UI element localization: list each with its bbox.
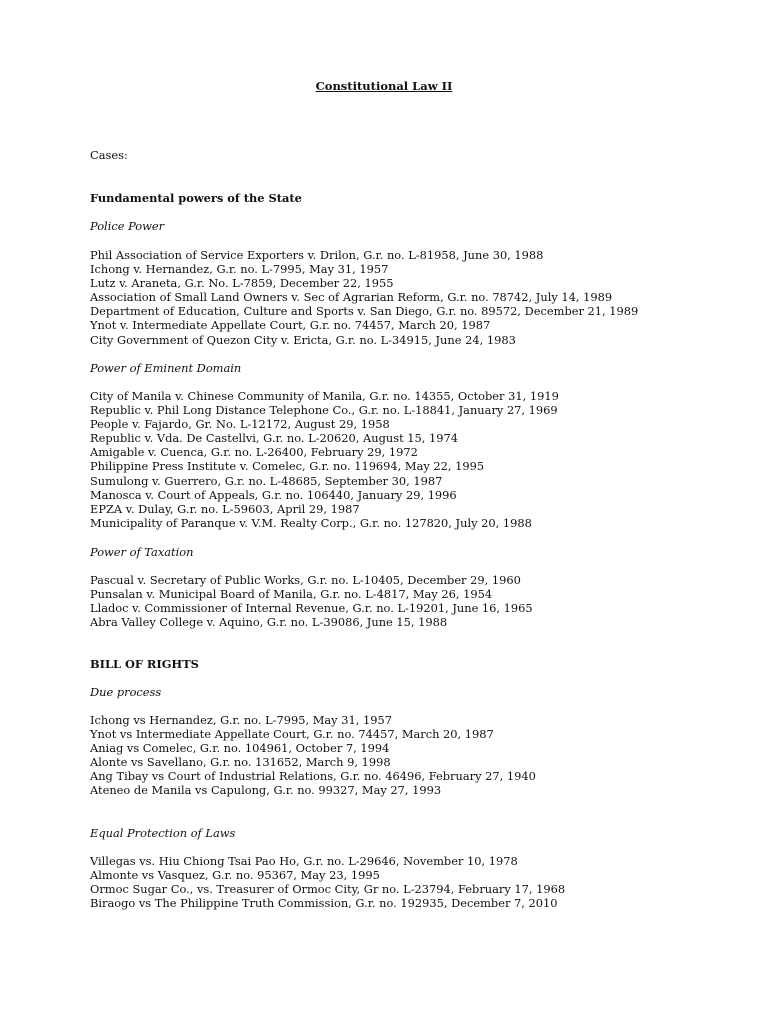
section-heading-fundamental-powers: Fundamental powers of the State: [90, 191, 302, 205]
case-item: Alonte vs Savellano, G.r. no. 131652, March 9, 1998: [90, 755, 391, 770]
case-item: Ichong vs Hernandez, G.r. no. L-7995, May 31, 1957: [90, 713, 392, 727]
subheading-police-power: Police Power: [90, 219, 165, 233]
case-item: Abra Valley College v. Aquino, G.r. no. L-39086, June 15, 1988: [90, 615, 448, 630]
section-heading-bill-of-rights: BILL OF RIGHTS: [90, 657, 199, 671]
case-item: Republic v. Phil Long Distance Telephone Co., G.r. no. L-18841, January 27, 1969: [90, 403, 558, 418]
case-item: City Government of Quezon City v. Ericta, G.r. no. L-34915, June 24, 1983: [90, 332, 516, 347]
subheading-taxation: Power of Taxation: [90, 545, 194, 559]
case-item: Manosca v. Court of Appeals, G.r. no. 106440, January 29, 1996: [90, 487, 457, 502]
case-item: Ateneo de Manila vs Capulong, G.r. no. 99327, May 27, 1993: [90, 783, 442, 798]
subheading-due-process: Due process: [90, 685, 162, 699]
case-item: Villegas vs. Hiu Chiong Tsai Pao Ho, G.r. no. L-29646, November 10, 1978: [90, 854, 518, 868]
subheading-eminent-domain: Power of Eminent Domain: [90, 361, 242, 375]
case-item: Ormoc Sugar Co., vs. Treasurer of Ormoc City, Gr no. L-23794, February 17, 1968: [90, 882, 566, 897]
case-item: Almonte vs Vasquez, G.r. no. 95367, May 23, 1995: [90, 868, 380, 883]
case-item: Republic v. Vda. De Castellvi, G.r. no. L-20620, August 15, 1974: [90, 431, 458, 446]
taxation-case-list: [90, 573, 750, 629]
case-item: Pascual v. Secretary of Public Works, G.r. no. L-10405, December 29, 1960: [90, 573, 521, 587]
case-item: Sumulong v. Guerrero, G.r. no. L-48685, September 30, 1987: [90, 473, 443, 488]
case-item: Amigable v. Cuenca, G.r. no. L-26400, February 29, 1972: [90, 445, 418, 460]
case-item: Aniag vs Comelec, G.r. no. 104961, October 7, 1994: [90, 741, 390, 756]
case-item: Punsalan v. Municipal Board of Manila, G.r. no. L-4817, May 26, 1954: [90, 587, 493, 602]
case-item: City of Manila v. Chinese Community of Manila, G.r. no. 14355, October 31, 1919: [90, 389, 559, 403]
police-power-case-list: [90, 248, 750, 347]
case-item: Municipality of Paranque v. V.M. Realty Corp., G.r. no. 127820, July 20, 1988: [90, 515, 532, 530]
case-item: Ynot vs Intermediate Appellate Court, G.r. no. 74457, March 20, 1987: [90, 727, 494, 742]
equal-protection-case-list: [90, 854, 750, 910]
case-item: Department of Education, Culture and Sports v. San Diego, G.r. no. 89572, December 21, 1989: [90, 304, 639, 319]
case-item: Ynot v. Intermediate Appellate Court, G.r. no. 74457, March 20, 1987: [90, 318, 491, 333]
case-item: Philippine Press Institute v. Comelec, G.r. no. 119694, May 22, 1995: [90, 459, 485, 474]
due-process-case-list: [90, 713, 750, 798]
case-item: EPZA v. Dulay, G.r. no. L-59603, April 29, 1987: [90, 501, 360, 516]
case-item: Lutz v. Araneta, G.r. No. L-7859, December 22, 1955: [90, 276, 394, 291]
case-item: Ichong v. Hernandez, G.r. no. L-7995, May 31, 1957: [90, 262, 389, 277]
case-item: Phil Association of Service Exporters v. Drilon, G.r. no. L-81958, June 30, 1988: [90, 248, 544, 262]
case-item: Biraogo vs The Philippine Truth Commission, G.r. no. 192935, December 7, 2010: [90, 896, 558, 911]
cases-label: Cases:: [90, 148, 128, 162]
case-item: People v. Fajardo, Gr. No. L-12172, August 29, 1958: [90, 417, 390, 432]
case-item: Association of Small Land Owners v. Sec of Agrarian Reform, G.r. no. 78742, July 14, 1989: [90, 290, 613, 305]
case-item: Ang Tibay vs Court of Industrial Relations, G.r. no. 46496, February 27, 1940: [90, 769, 536, 784]
document-title: Constitutional Law II: [315, 79, 453, 93]
case-item: Lladoc v. Commissioner of Internal Revenue, G.r. no. L-19201, June 16, 1965: [90, 601, 533, 616]
eminent-domain-case-list: [90, 389, 750, 530]
subheading-equal-protection: Equal Protection of Laws: [90, 826, 236, 840]
